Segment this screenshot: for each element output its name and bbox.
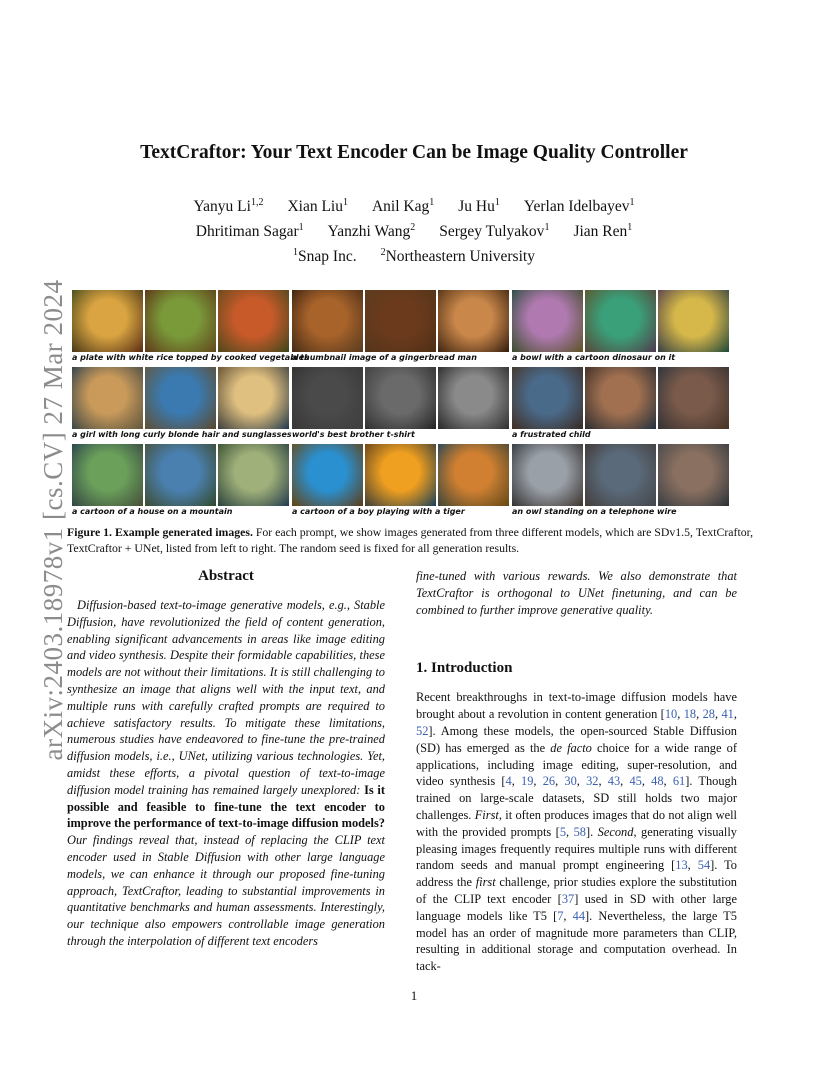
introduction-heading: 1. Introduction bbox=[416, 660, 513, 677]
textcraftor-image bbox=[365, 444, 436, 506]
citation-link[interactable]: 10 bbox=[664, 707, 678, 722]
abstract-part-2: Our findings reveal that, instead of replacing the CLIP text encoder used in Stable Diffusion with other large language models, we can enhance it through our proposed fine-tuning approach, TextCraftor, leading to substantial improvements in quantitative benchmarks and human assessments. Interestingly, our technique also empowers controllable image generation through the interpolation of different text encoders bbox=[67, 833, 385, 948]
affiliation-row bbox=[0, 242, 828, 267]
author-affiliation-marker: 1 bbox=[429, 197, 435, 208]
affiliation-name: Snap Inc. bbox=[298, 248, 357, 266]
prompt-label: a cartoon of a boy playing with a tiger bbox=[292, 507, 465, 516]
author-affiliation-marker: 1 bbox=[494, 197, 500, 208]
abstract-part-1: Diffusion-based text-to-image generative models, e.g., Stable Diffusion, have revolutionized the field of content generation, enabling significant advancements in areas like image editing and video synthesis. Despite their formidable capabilities, these models are not without their limitations. It is still challenging to synthesize an image that aligns well with the input text, and multiple runs with carefully crafted prompts are required to achieve satisfactory results. To mitigate these limitations, numerous studies have endeavored to fine-tune the pre-trained diffusion models, i.e., UNet, utilizing various technologies. Yet, amidst these efforts, a pivotal question of text-to-image diffusion model training has remained largely unexplored: bbox=[67, 598, 385, 797]
figure-1-image-grid bbox=[72, 290, 741, 514]
author-name bbox=[287, 198, 348, 215]
abstract-continued: fine-tuned with various rewards. We also demonstrate that TextCraftor is orthogonal to UNet finetuning, and can be combined to further improve generative quality. bbox=[416, 569, 737, 617]
textcraftor-unet-image bbox=[218, 290, 289, 352]
textcraftor-image bbox=[365, 290, 436, 352]
author-name bbox=[573, 223, 632, 240]
citation-link[interactable]: 54 bbox=[697, 858, 711, 873]
author-affiliation-marker: 1 bbox=[544, 222, 550, 234]
citation-link[interactable]: 41 bbox=[721, 707, 734, 722]
affiliation bbox=[293, 248, 357, 265]
citation-link[interactable]: 32 bbox=[586, 774, 599, 789]
citation-link[interactable]: 48 bbox=[651, 774, 664, 789]
citation-link[interactable]: 5 bbox=[559, 824, 567, 839]
citation-link[interactable]: 61 bbox=[672, 774, 686, 789]
citation-link[interactable]: 28 bbox=[702, 707, 715, 722]
author-name-text: Dhritiman Sagar bbox=[195, 223, 299, 241]
affiliation bbox=[381, 248, 535, 265]
citation-link[interactable]: 58 bbox=[573, 824, 586, 839]
right-column bbox=[416, 568, 737, 975]
textcraftor-unet-image bbox=[438, 444, 509, 506]
citation-link[interactable]: 30 bbox=[564, 774, 577, 789]
author-name-text: Anil Kag bbox=[371, 198, 430, 216]
sdv15-image bbox=[72, 290, 143, 352]
citation-link[interactable]: 18 bbox=[683, 707, 697, 722]
prompt-label: a frustrated child bbox=[512, 430, 591, 439]
prompt-label: a thumbnail image of a gingerbread man bbox=[292, 353, 477, 362]
caption-text: For each prompt, we show images generated from three different models, which are SDv1.5, TextCraftor, TextCraftor + UNet, listed from left to right. The random seed is fixed for all generation results. bbox=[67, 525, 754, 555]
paper-title: TextCraftor: Your Text Encoder Can be Image Quality Controller bbox=[140, 142, 688, 163]
prompt-label: an owl standing on a telephone wire bbox=[512, 507, 677, 516]
author-name-text: Yanzhi Wang bbox=[327, 223, 411, 241]
textcraftor-image bbox=[145, 290, 216, 352]
citation-link[interactable]: 26 bbox=[542, 774, 556, 789]
arxiv-identifier-stamp: arXiv:2403.18978v1 [cs.CV] 27 Mar 2024 bbox=[38, 279, 68, 761]
prompt-group bbox=[512, 290, 729, 364]
prompt-label: a cartoon of a house on a mountain bbox=[72, 507, 233, 516]
sdv15-image bbox=[512, 444, 583, 506]
textcraftor-unet-image bbox=[218, 444, 289, 506]
textcraftor-unet-image bbox=[658, 444, 729, 506]
author-affiliation-marker: 1 bbox=[629, 197, 635, 208]
author-name bbox=[194, 198, 264, 215]
emphasis-text: de facto bbox=[550, 740, 592, 755]
prompt-label: world's best brother t-shirt bbox=[292, 430, 415, 439]
textcraftor-image bbox=[585, 290, 656, 352]
citation-link[interactable]: 44 bbox=[572, 908, 586, 923]
author-row-2 bbox=[0, 217, 828, 242]
textcraftor-unet-image bbox=[438, 290, 509, 352]
author-name bbox=[524, 198, 635, 215]
author-affiliation-marker: 2 bbox=[410, 222, 416, 234]
textcraftor-unet-image bbox=[438, 367, 509, 429]
prompt-group bbox=[292, 444, 509, 518]
author-name bbox=[328, 223, 416, 240]
author-block bbox=[0, 192, 828, 267]
figure-1-caption bbox=[67, 524, 763, 556]
citation-link[interactable]: 37 bbox=[561, 891, 575, 906]
sdv15-image bbox=[72, 367, 143, 429]
author-affiliation-marker: 1 bbox=[342, 197, 348, 208]
citation-link[interactable]: 52 bbox=[416, 723, 429, 738]
prompt-group bbox=[72, 444, 289, 518]
author-name-text: Yanyu Li bbox=[193, 198, 251, 216]
textcraftor-unet-image bbox=[658, 367, 729, 429]
prompt-group bbox=[292, 367, 509, 441]
textcraftor-image bbox=[585, 367, 656, 429]
author-affiliation-marker: 1 bbox=[627, 222, 633, 234]
author-name bbox=[196, 223, 304, 240]
citation-link[interactable]: 7 bbox=[557, 908, 564, 923]
author-name bbox=[372, 198, 434, 215]
affiliation-number: 1 bbox=[293, 247, 299, 259]
abstract-body bbox=[67, 597, 385, 950]
author-name-text: Sergey Tulyakov bbox=[439, 223, 545, 241]
prompt-group bbox=[512, 367, 729, 441]
sdv15-image bbox=[292, 290, 363, 352]
prompt-label: a plate with white rice topped by cooked vegetables bbox=[72, 353, 309, 362]
author-name-text: Ju Hu bbox=[458, 198, 495, 216]
sdv15-image bbox=[292, 367, 363, 429]
citation-link[interactable]: 43 bbox=[607, 774, 621, 789]
affiliation-number: 2 bbox=[380, 247, 386, 259]
emphasis-text: Second bbox=[597, 824, 634, 839]
emphasis-text: first bbox=[475, 875, 496, 890]
abstract-heading: Abstract bbox=[198, 568, 254, 584]
citation-link[interactable]: 4 bbox=[505, 774, 512, 789]
prompt-group bbox=[72, 367, 292, 441]
textcraftor-image bbox=[145, 444, 216, 506]
sdv15-image bbox=[292, 444, 363, 506]
sdv15-image bbox=[72, 444, 143, 506]
prompt-group bbox=[512, 444, 729, 518]
author-row-1 bbox=[0, 192, 828, 217]
prompt-group bbox=[72, 290, 309, 364]
emphasis-text: First bbox=[474, 807, 499, 822]
prompt-group bbox=[292, 290, 509, 364]
affiliation-name: Northeastern University bbox=[385, 248, 535, 266]
left-column bbox=[67, 568, 385, 950]
citation-link[interactable]: 45 bbox=[629, 774, 642, 789]
textcraftor-image bbox=[585, 444, 656, 506]
citation-link[interactable]: 19 bbox=[521, 774, 534, 789]
textcraftor-unet-image bbox=[658, 290, 729, 352]
introduction-body: Recent breakthroughs in text-to-image diffusion models have brought about a revolution in content generation [10, 18, 28, 41, 52]. Among these models, the open-sourced Stable Diffusion (SD) has emerged as the de facto choice for a wide range of applications, including image editing, super-resolution, and video synthesis [4, 19, 26, 30, 32, 43, 45, 48, 61]. Though trained on large-scale datasets, SD still holds two major challenges. First, it often produces images that do not align well with the provided prompts [5, 58]. Second, generating visually pleasing images frequently requires multiple runs with different random seeds and manual prompt engineering [13, 54]. To address the first challenge, prior studies explore the substitution of the CLIP text encoder [37] used in SD with other large language models like T5 [7, 44]. Nevertheless, the large T5 model has an order of magnitude more parameters than CLIP, resulting in additional storage and computation overhead. In tack- bbox=[416, 690, 738, 974]
prompt-label: a bowl with a cartoon dinosaur on it bbox=[512, 353, 676, 362]
citation-link[interactable]: 13 bbox=[675, 858, 688, 873]
author-name-text: Jian Ren bbox=[573, 223, 628, 241]
author-name-text: Xian Liu bbox=[287, 198, 343, 216]
page-number: 1 bbox=[410, 988, 418, 1003]
author-name bbox=[458, 198, 500, 215]
author-name bbox=[439, 223, 549, 240]
textcraftor-unet-image bbox=[218, 367, 289, 429]
prompt-label: a girl with long curly blonde hair and sunglasses bbox=[72, 430, 292, 439]
sdv15-image bbox=[512, 290, 583, 352]
author-affiliation-marker: 1,2 bbox=[250, 197, 264, 208]
caption-bold-title: Example generated images. bbox=[114, 525, 253, 539]
abstract-key-question: Is it possible and feasible to fine-tune the text encoder to improve the performance of text-to-image diffusion models? bbox=[67, 782, 385, 831]
caption-label: Figure 1. bbox=[67, 525, 112, 539]
author-affiliation-marker: 1 bbox=[298, 222, 304, 234]
textcraftor-image bbox=[145, 367, 216, 429]
textcraftor-image bbox=[365, 367, 436, 429]
sdv15-image bbox=[512, 367, 583, 429]
author-name-text: Yerlan Idelbayev bbox=[523, 198, 630, 216]
